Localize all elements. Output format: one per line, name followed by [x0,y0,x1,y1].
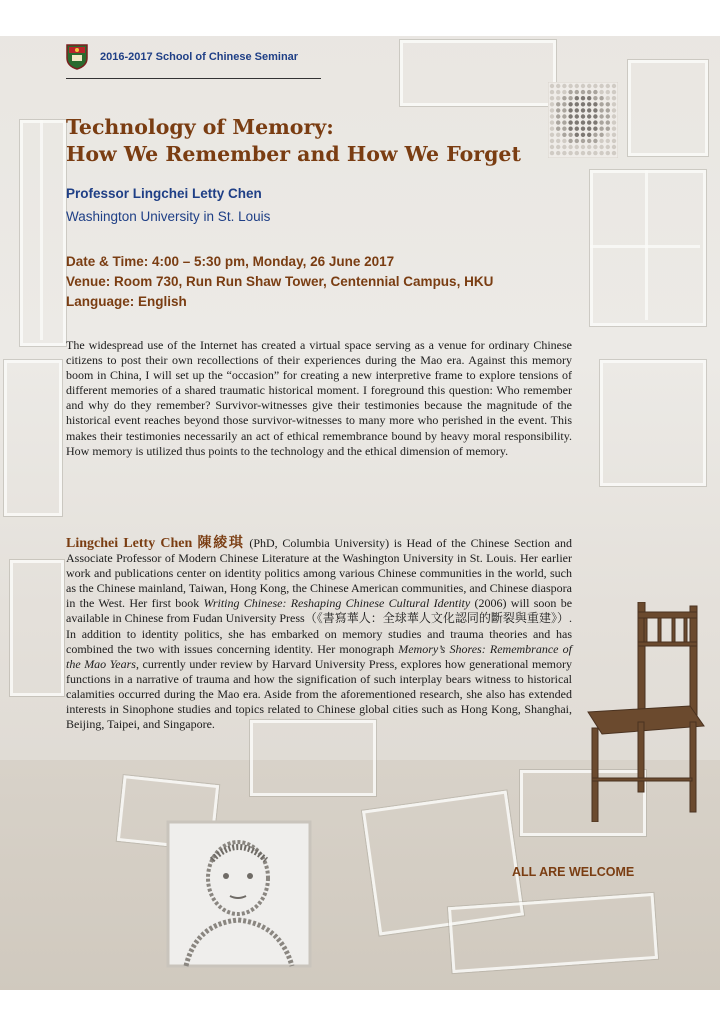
mosaic-dot [568,127,572,131]
mosaic-dot [575,114,579,118]
mosaic-dot [606,145,610,149]
mosaic-dot [562,120,566,124]
background-window-frame [4,360,62,516]
background-window-frame [10,560,64,696]
mosaic-dot [593,127,597,131]
mosaic-dot [575,90,579,94]
background-mullion [590,245,700,248]
mosaic-dot [581,102,585,106]
mosaic-dot [599,96,603,100]
mosaic-dot [593,84,597,88]
mosaic-dot [612,127,616,131]
mosaic-dot [550,84,554,88]
mosaic-dot [556,133,560,137]
mosaic-dot [587,90,591,94]
mosaic-dot [587,151,591,155]
bio-text-part-3: , currently under review by Harvard University Press, explores how generational memory functions in a narrative of trauma and how the signification of such interplay bears witness to historical calamities occurred during the Mao era. Aside from the aforementioned research, she also has extended interests in Sinophone studies and topics related to Chinese global cities such as Hong Kong, Shanghai, Beijing, Taipei, and Singapore. [66,656,573,732]
mosaic-dot [556,139,560,143]
mosaic-dot [562,84,566,88]
mosaic-dot [599,102,603,106]
university-crest-icon [66,44,88,70]
event-venue: Venue: Room 730, Run Run Shaw Tower, Centennial Campus, HKU [66,274,494,289]
mosaic-dot [593,102,597,106]
wooden-chair-image [578,602,708,822]
mosaic-dot [568,151,572,155]
mosaic-dot [606,151,610,155]
mosaic-dot [575,145,579,149]
mosaic-dot [562,102,566,106]
mosaic-dot [606,127,610,131]
mosaic-dot [575,133,579,137]
mosaic-dot [612,151,616,155]
mosaic-dot [606,114,610,118]
mosaic-dot [581,139,585,143]
mosaic-dot [599,90,603,94]
mosaic-dot [606,96,610,100]
mosaic-dot [612,96,616,100]
seminar-header [66,44,298,70]
mosaic-dot [587,102,591,106]
mosaic-dot [612,145,616,149]
seminar-series-label: 2016-2017 School of Chinese Seminar [100,51,299,63]
mosaic-dot [562,145,566,149]
mosaic-dot [593,151,597,155]
mosaic-dot [599,151,603,155]
mosaic-dot [556,120,560,124]
speaker-name: Professor Lingchei Letty Chen [66,186,262,201]
background-window-frame [590,170,706,326]
mosaic-dot [568,102,572,106]
mosaic-dot [568,139,572,143]
speaker-bio [66,536,572,732]
mosaic-dot [562,133,566,137]
mosaic-dot [556,108,560,112]
mosaic-dot [575,102,579,106]
mosaic-dot [550,127,554,131]
mosaic-dot [575,108,579,112]
speaker-affiliation: Washington University in St. Louis [66,209,271,224]
all-welcome-notice: ALL ARE WELCOME [512,865,635,879]
mosaic-dot [556,90,560,94]
mosaic-dot [599,114,603,118]
mosaic-dot [575,127,579,131]
mosaic-dot [568,108,572,112]
bio-book-title-1: Writing Chinese: Reshaping Chinese Cultural Identity [203,596,471,611]
mosaic-dot [587,120,591,124]
mosaic-dot [612,102,616,106]
mosaic-dot [587,84,591,88]
mosaic-dot [562,127,566,131]
mosaic-dot [550,96,554,100]
background-window-frame [400,40,556,106]
mosaic-dot [599,145,603,149]
bottom-margin [0,990,720,1020]
background-mullion [40,120,43,340]
mosaic-dot [606,102,610,106]
bio-book-title-2: Memory’s Shores: Remembrance of the Mao Years [66,641,572,671]
mosaic-dot [606,139,610,143]
mosaic-dot [562,108,566,112]
mosaic-dot [599,120,603,124]
event-details [66,252,493,312]
talk-title [66,114,521,168]
mosaic-dot [556,102,560,106]
mosaic-dot [556,151,560,155]
mosaic-dot [556,127,560,131]
background-window-frame [628,60,708,156]
mosaic-dot [550,114,554,118]
mosaic-dot [612,84,616,88]
talk-title-line-2: How We Remember and How We Forget [66,142,521,166]
mosaic-dot [581,145,585,149]
mosaic-dot [581,133,585,137]
talk-abstract: The widespread use of the Internet has created a virtual space serving as a venue for ordinary Chinese citizens to post their own recollections of their experiences during the Mao era. Against this memory boom in China, I will set up the “occasion” for creating a new interpretive frame to explore tensions of different memories of a shared traumatic historical moment. I foreground this question: Who remember and why do they remember? Survivor-witnesses give their testimonies because the magnitude of the historical event reaches beyond those survivor-witnesses to many more who perished in the event. This makes their testimonies necessarily an act of ethical remembrance bound by heavy moral responsibility. How memory is utilized thus points to the technology and the ethical dimension of memory. [66,338,572,458]
mosaic-dot [562,90,566,94]
background-window-frame [600,360,706,486]
mosaic-dot [575,139,579,143]
mosaic-dot [593,90,597,94]
mosaic-dot [550,108,554,112]
mosaic-dot [599,84,603,88]
mosaic-dot [581,108,585,112]
mosaic-dot [556,96,560,100]
mosaic-dot [556,114,560,118]
mosaic-dot [593,133,597,137]
mosaic-dot [575,120,579,124]
mosaic-dot [593,96,597,100]
mosaic-dot [612,133,616,137]
mosaic-dot [556,84,560,88]
talk-title-line-1: Technology of Memory: [66,115,334,139]
top-margin [0,0,720,36]
mosaic-dot [612,90,616,94]
mosaic-dot [606,120,610,124]
mosaic-dot [581,90,585,94]
mosaic-dot [612,108,616,112]
mosaic-dot [568,84,572,88]
mosaic-dot [550,90,554,94]
mosaic-dot [587,139,591,143]
mosaic-dot [562,114,566,118]
event-datetime: Date & Time: 4:00 – 5:30 pm, Monday, 26 June 2017 [66,254,395,269]
mosaic-dot [575,151,579,155]
background-window-frame [20,120,66,346]
mosaic-dot [562,139,566,143]
mosaic-dot [581,96,585,100]
portrait-on-floor-image [166,820,312,968]
mosaic-dot [593,108,597,112]
mosaic-dot [599,133,603,137]
mosaic-dot [612,120,616,124]
mosaic-dot [550,145,554,149]
mosaic-dot [612,114,616,118]
mosaic-dot [593,139,597,143]
mosaic-dot [550,102,554,106]
mosaic-dot [587,133,591,137]
mosaic-dot [568,145,572,149]
bio-text-part-2: (2006) will soon be available in Chinese from Fudan University Press（《書寫華人：全球華人文化認同的斷裂與重建》）. In addition to identity politics, she has embarked on memory studies and trauma theories and has combined the two with issues concerning identity. Her monograph [66,596,573,656]
mosaic-dot [587,114,591,118]
mosaic-dot [575,96,579,100]
mosaic-dot [550,120,554,124]
mosaic-dot [593,114,597,118]
mosaic-dot [562,151,566,155]
mosaic-dot [568,120,572,124]
mosaic-dot [562,96,566,100]
mosaic-dot [581,84,585,88]
mosaic-dot [556,145,560,149]
mosaic-dot [606,84,610,88]
mosaic-dot [606,108,610,112]
mosaic-dot [599,139,603,143]
mosaic-dot [581,127,585,131]
mosaic-dot [575,84,579,88]
bio-text-part-1: (PhD, Columbia University) is Head of the Chinese Section and Associate Professor of Modern Chinese Literature at the Washington University in St. Louis. Her earlier work and publications center on identity politics among various Chinese communities in the world, such as the Chinese mainland, Taiwan, Hong Kong, the Chinese American communities, and Chinese diaspora in the West. Her first book [66,536,572,611]
mosaic-portrait-image [548,82,618,158]
mosaic-dot [593,120,597,124]
mosaic-dot [606,90,610,94]
mosaic-dot [581,120,585,124]
event-language: Language: English [66,294,187,309]
mosaic-dot [587,96,591,100]
mosaic-dot [612,139,616,143]
mosaic-dot [568,96,572,100]
mosaic-dot [581,114,585,118]
mosaic-dot [606,133,610,137]
bio-speaker-name: Lingchei Letty Chen 陳綾琪 [66,536,245,551]
mosaic-dot [568,114,572,118]
mosaic-dot [568,133,572,137]
mosaic-dot [550,139,554,143]
mosaic-dot [593,145,597,149]
mosaic-dot [599,108,603,112]
mosaic-dot [587,127,591,131]
mosaic-dot [550,133,554,137]
mosaic-dot [599,127,603,131]
mosaic-dot [568,90,572,94]
mosaic-dot [581,151,585,155]
mosaic-dot [587,108,591,112]
mosaic-dot [550,151,554,155]
mosaic-dot [587,145,591,149]
header-divider [66,78,321,79]
